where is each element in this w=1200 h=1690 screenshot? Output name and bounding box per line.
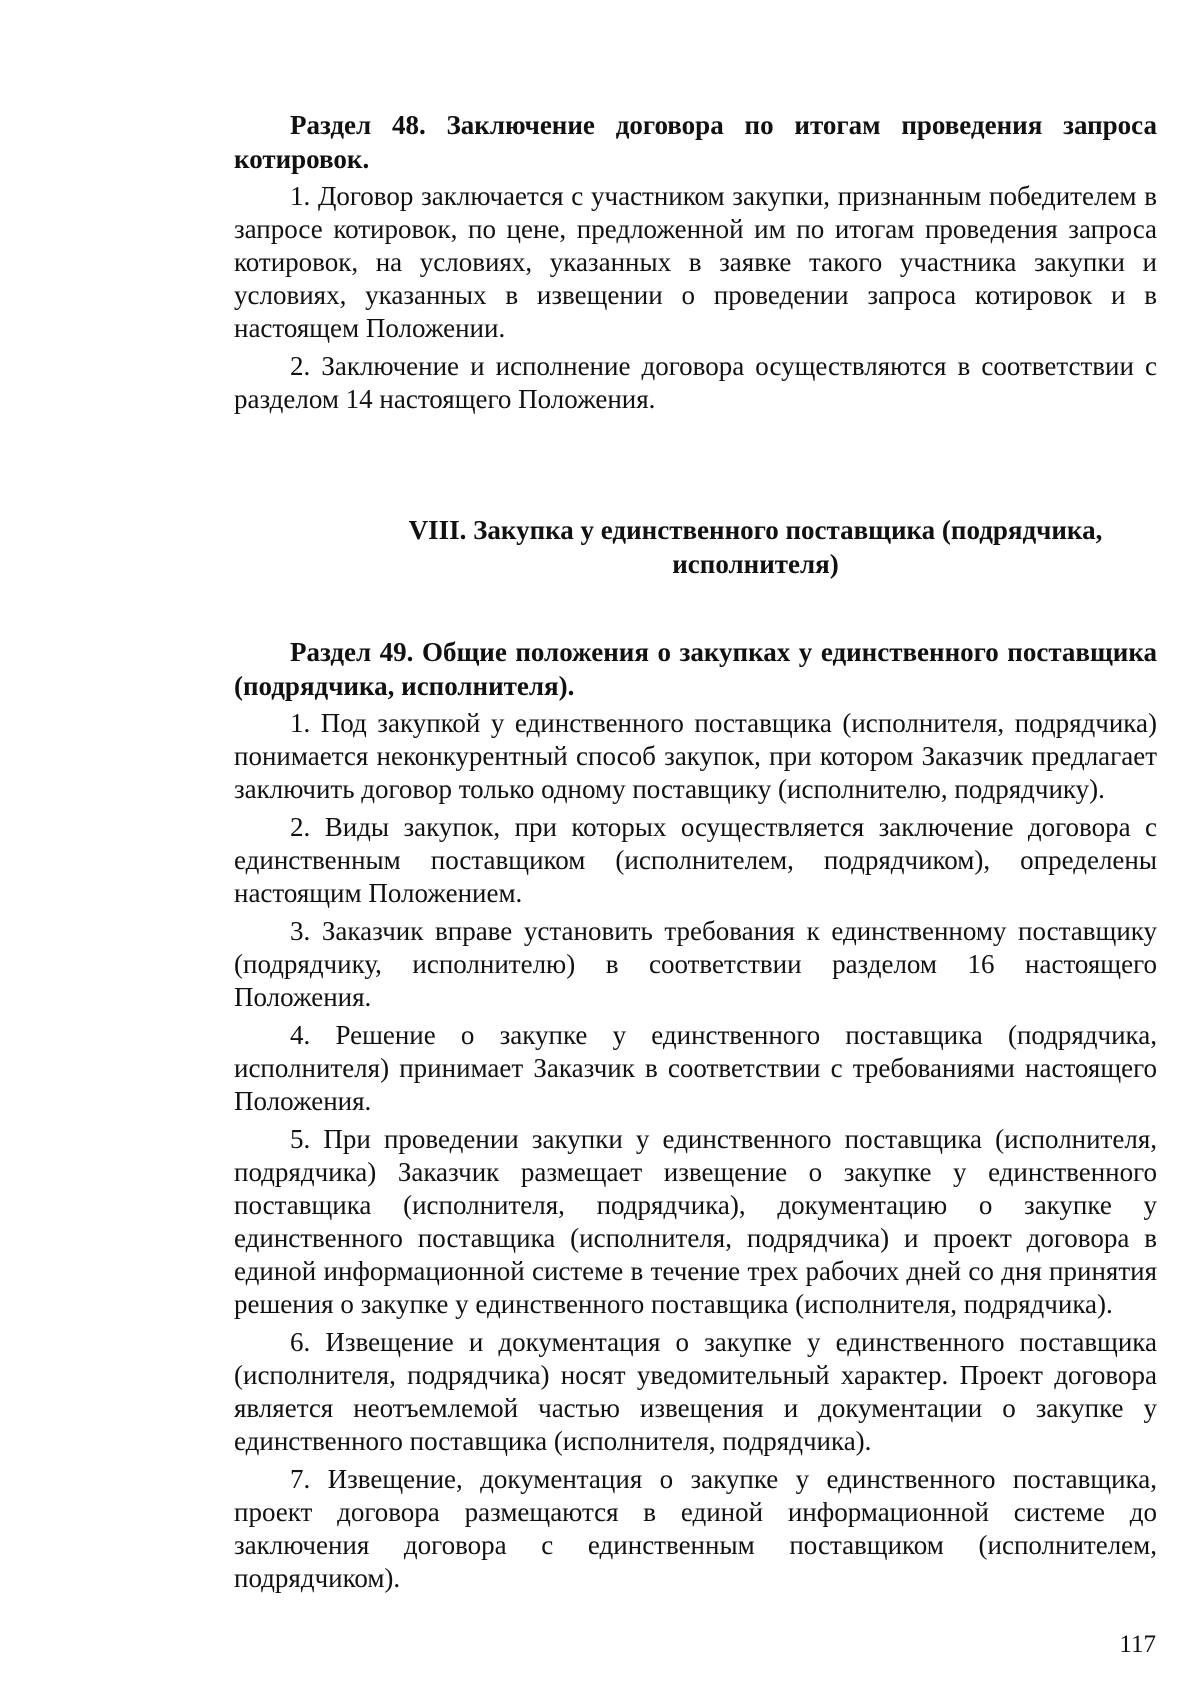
section-49-paragraph-6: 6. Извещение и документация о закупке у единственного поставщика (исполнителя, подрядчика) носят уведомительный характер. Проект договора является неотъемлемой частью извещения и документации о закупке у единственного поставщика (исполнителя, подрядчика).: [234, 1327, 1157, 1456]
page-number: 117: [1119, 1631, 1156, 1658]
spacer: [234, 421, 1157, 513]
section-49-paragraph-7: 7. Извещение, документация о закупке у единственного поставщика, проект договора размещаются в единой информационной системе до заключения договора с единственным поставщиком (исполнителем, подрядчиком).: [234, 1464, 1157, 1593]
document-page: [234, 108, 1157, 1600]
chapter-8-title-line-2: исполнителя): [672, 549, 839, 579]
section-48-title: Раздел 48. Заключение договора по итогам проведения запроса котировок.: [234, 110, 1157, 174]
section-49-paragraph-5: 5. При проведении закупки у единственного поставщика (исполнителя, подрядчика) Заказчик размещает извещение о закупке у единственного поставщика (исполнителя, подрядчика), документацию о закупке у единственного поставщика (исполнителя, подрядчика) и проект договора в единой информационной системе в течение трех рабочих дней со дня принятия решения о закупке у единственного поставщика (исполнителя, подрядчика).: [234, 1124, 1157, 1319]
spacer: [234, 581, 1157, 635]
chapter-8-title-line-1: VIII. Закупка у единственного поставщика (подрядчика,: [408, 515, 1103, 545]
section-49-paragraph-1: 1. Под закупкой у единственного поставщика (исполнителя, подрядчика) понимается неконкурентный способ закупок, при котором Заказчик предлагает заключить договор только одному поставщику (исполнителю, подрядчику).: [234, 708, 1157, 804]
section-49-title: Раздел 49. Общие положения о закупках у единственного поставщика (подрядчика, исполнителя).: [234, 637, 1157, 701]
section-48-paragraph-1: 1. Договор заключается с участником закупки, признанным победителем в запросе котировок, по цене, предложенной им по итогам проведения запроса котировок, на условиях, указанных в заявке такого участника закупки и условиях, указанных в извещении о проведении запроса котировок и в настоящем Положении.: [234, 181, 1157, 343]
section-49-paragraph-2: 2. Виды закупок, при которых осуществляется заключение договора с единственным поставщиком (исполнителем, подрядчиком), определены настоящим Положением.: [234, 812, 1157, 908]
section-48-paragraph-2: 2. Заключение и исполнение договора осуществляются в соответствии с разделом 14 настоящего Положения.: [234, 351, 1157, 414]
section-49-paragraph-3: 3. Заказчик вправе установить требования к единственному поставщику (подрядчику, исполнителю) в соответствии разделом 16 настоящего Положения.: [234, 916, 1157, 1012]
section-49-paragraph-4: 4. Решение о закупке у единственного поставщика (подрядчика, исполнителя) принимает Заказчик в соответствии с требованиями настоящего Положения.: [234, 1020, 1157, 1116]
